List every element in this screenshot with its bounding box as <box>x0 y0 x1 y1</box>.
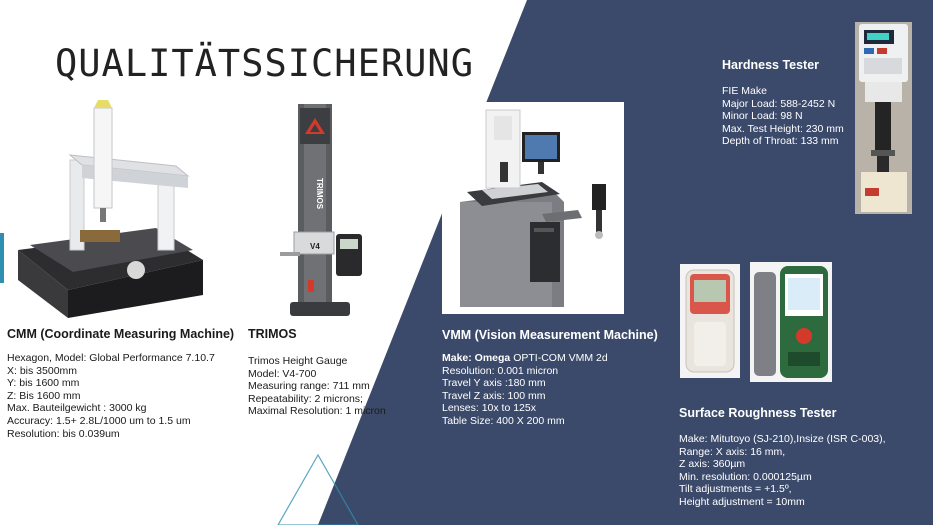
slide-title: QUALITÄTSSICHERUNG <box>55 42 474 85</box>
hardness-line: Minor Load: 98 N <box>722 110 803 123</box>
vmm-line: Resolution: 0.001 micron <box>442 364 559 377</box>
hardness-line: Max. Test Height: 230 mm <box>722 122 844 135</box>
vmm-line: Lenses: 10x to 125x <box>442 402 536 415</box>
roughness-line: Tilt adjustments = +1.5º, <box>679 483 792 496</box>
trimos-heading: TRIMOS <box>248 327 297 341</box>
roughness-details <box>679 433 886 509</box>
trimos-details <box>248 355 386 418</box>
roughness-line: Height adjustment = 10mm <box>679 495 805 508</box>
vmm-details <box>442 352 608 428</box>
roughness-line: Make: Mitutoyo (SJ-210),Insize (ISR C-003), <box>679 433 886 445</box>
trimos-line: Maximal Resolution: 1 micron <box>248 405 386 418</box>
trimos-line: Repeatability: 2 microns; <box>248 392 363 405</box>
hardness-tester-image <box>855 22 912 214</box>
cmm-line: Z: Bis 1600 mm <box>7 389 81 402</box>
vmm-machine-image <box>442 102 624 314</box>
roughness-line: Z axis: 360µm <box>679 458 746 471</box>
vmm-line: Table Size: 400 X 200 mm <box>442 414 565 427</box>
roughness-line: Min. resolution: 0.000125µm <box>679 470 812 483</box>
hardness-line: Major Load: 588-2452 N <box>722 97 836 110</box>
hardness-details <box>722 85 844 148</box>
roughness-tester-insize-image <box>750 262 832 382</box>
trimos-line: Model: V4-700 <box>248 367 317 380</box>
cmm-heading: CMM (Coordinate Measuring Machine) <box>7 327 235 341</box>
hardness-line: Depth of Throat: 133 mm <box>722 135 839 148</box>
vmm-line: Travel Y axis :180 mm <box>442 377 546 390</box>
cmm-line: Y: bis 1600 mm <box>7 377 80 390</box>
trimos-brand-label: TRIMOS <box>315 178 324 210</box>
trimos-model-label: V4 <box>310 242 320 251</box>
hardness-heading: Hardness Tester <box>722 58 820 72</box>
cmm-line: Hexagon, Model: Global Performance 7.10.7 <box>7 352 215 364</box>
vmm-line: Travel Z axis: 100 mm <box>442 389 546 402</box>
roughness-heading: Surface Roughness Tester <box>679 406 837 420</box>
roughness-tester-mitutoyo-image <box>680 264 740 378</box>
cmm-line: Max. Bauteilgewicht : 3000 kg <box>7 402 147 415</box>
cmm-line: X: bis 3500mm <box>7 364 78 377</box>
hardness-line: FIE Make <box>722 85 767 97</box>
cmm-details <box>7 352 215 440</box>
vmm-heading: VMM (Vision Measurement Machine) <box>442 328 658 342</box>
vmm-make-line <box>442 352 608 365</box>
cmm-line: Accuracy: 1.5+ 2.8L/1000 um to 1.5 um <box>7 414 191 427</box>
left-edge-accent <box>0 233 4 283</box>
cmm-line: Resolution: bis 0.039um <box>7 427 120 440</box>
vmm-make-value: OPTI-COM VMM 2d <box>510 352 608 364</box>
roughness-line: Range: X axis: 16 mm, <box>679 445 786 458</box>
trimos-line: Measuring range: 711 mm <box>248 380 370 393</box>
cmm-machine-image <box>8 100 208 322</box>
vmm-make-label: Make: Omega <box>442 352 511 364</box>
trimos-height-gauge-image <box>270 104 390 319</box>
trimos-line: Trimos Height Gauge <box>248 355 348 367</box>
